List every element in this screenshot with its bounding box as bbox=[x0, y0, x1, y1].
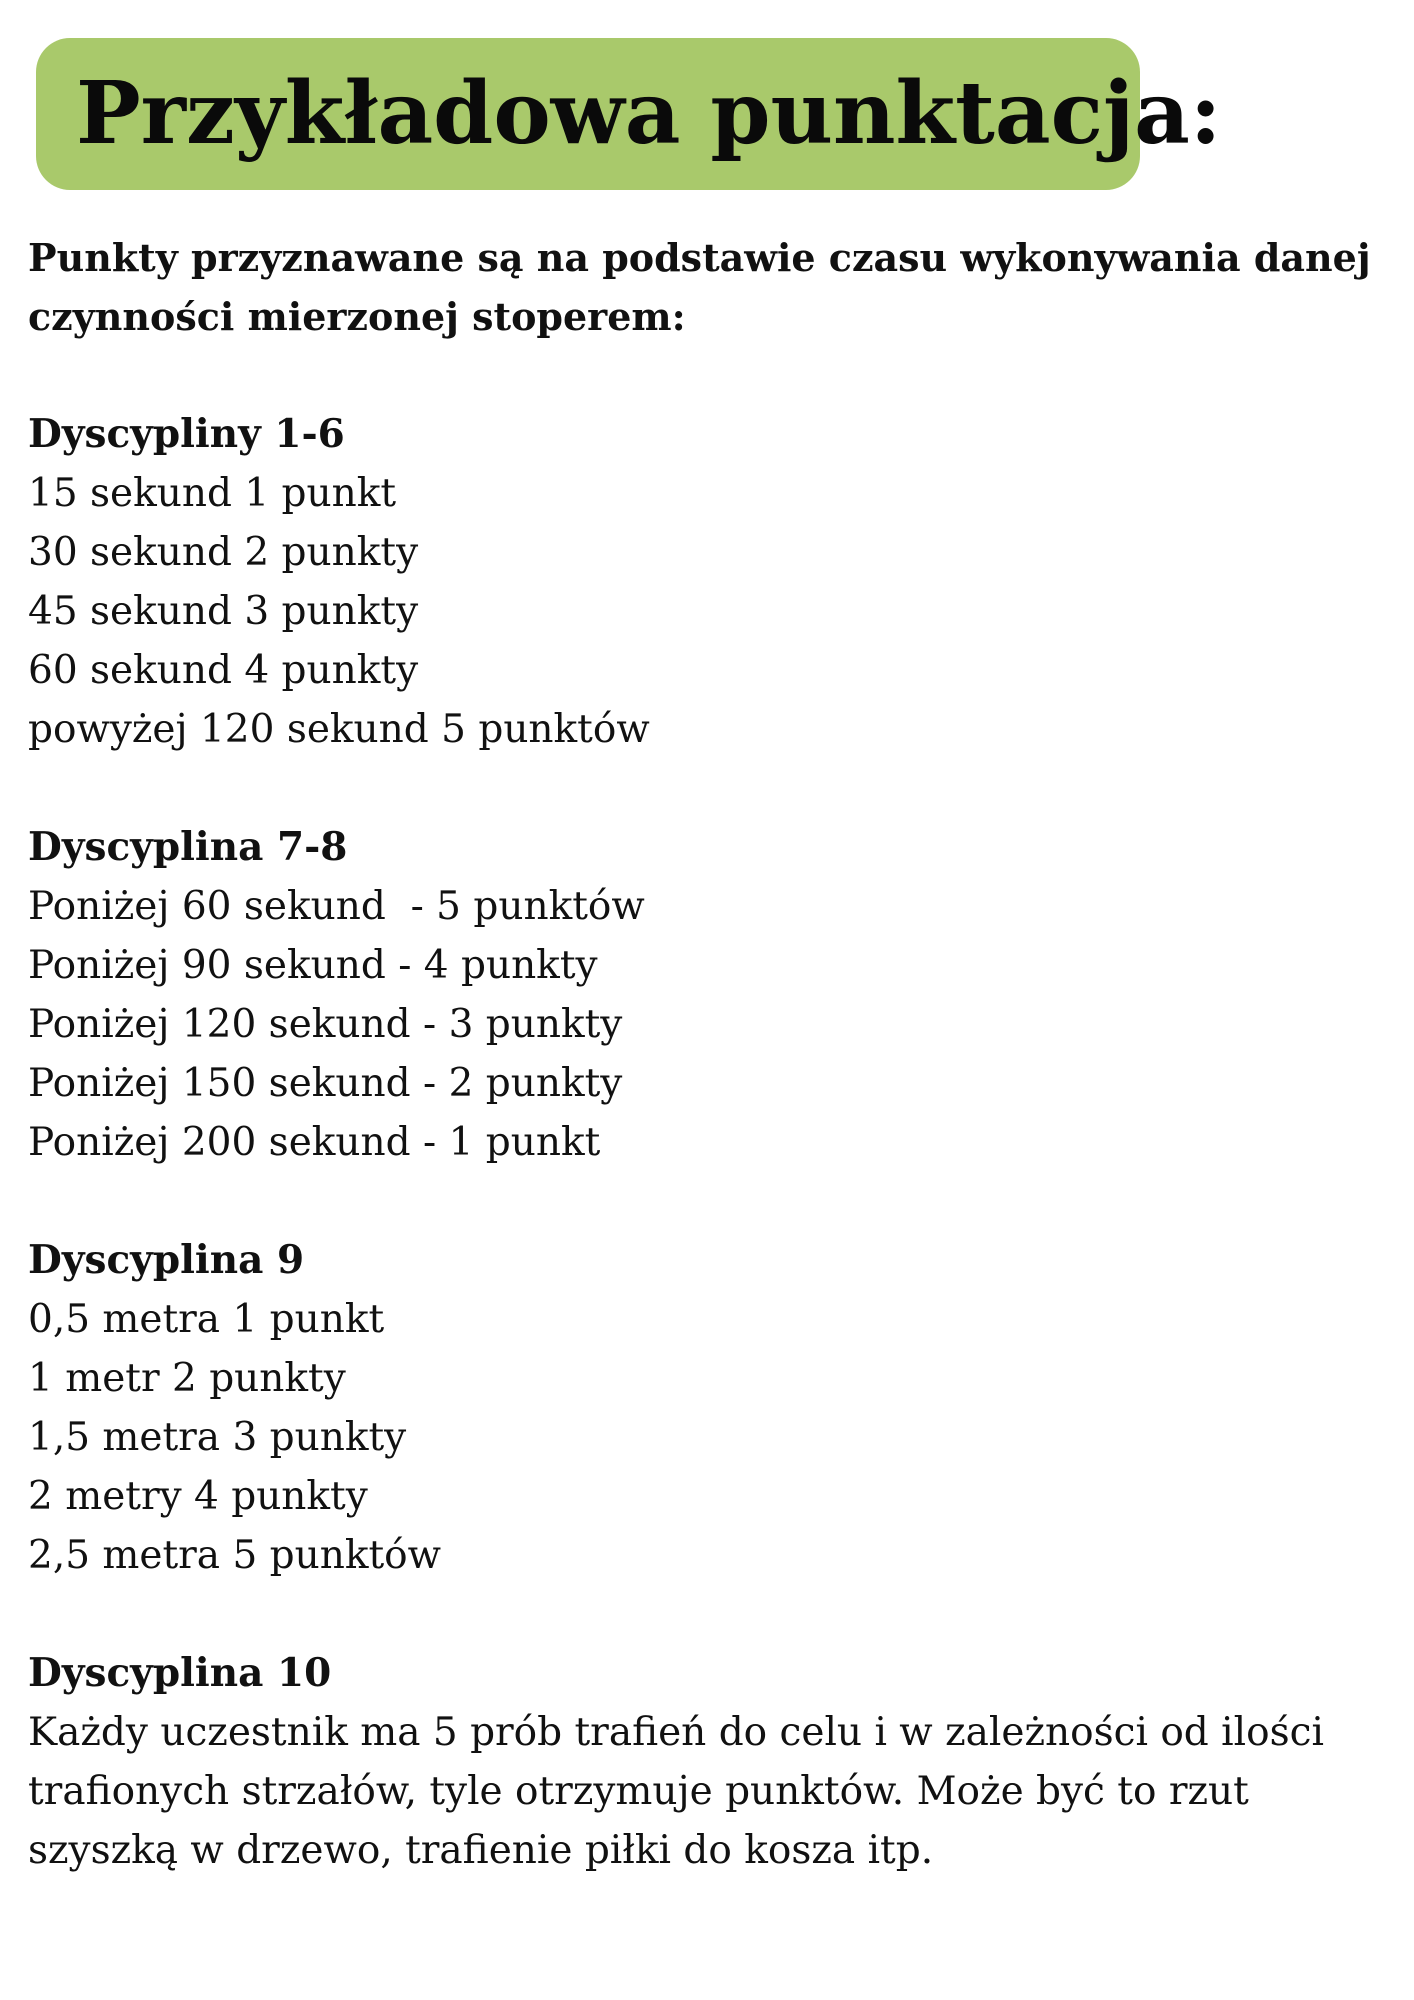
score-line: powyżej 120 sekund 5 punktów bbox=[28, 707, 650, 752]
score-line: 1,5 metra 3 punkty bbox=[28, 1415, 407, 1460]
section-heading: Dyscyplina 7-8 bbox=[28, 824, 348, 870]
title-banner bbox=[36, 38, 1222, 190]
section-heading: Dyscyplina 9 bbox=[28, 1237, 305, 1283]
discipline-10-description: Każdy uczestnik ma 5 prób trafień do celu i w zależności od ilości trafionych strzałów, tyle otrzymuje punktów. Może być to rzut szyszką w drzewo, trafienie piłki do kosza itp. bbox=[28, 1710, 1324, 1873]
intro-text: Punkty przyznawane są na podstawie czasu wykonywania danej czynności mierzonej stoperem: bbox=[28, 235, 1371, 339]
score-line: 45 sekund 3 punkty bbox=[28, 589, 419, 634]
score-line: 0,5 metra 1 punkt bbox=[28, 1297, 385, 1342]
score-line: 2,5 metra 5 punktów bbox=[28, 1533, 442, 1578]
section-heading: Dyscypliny 1-6 bbox=[28, 411, 345, 457]
score-line: 15 sekund 1 punkt bbox=[28, 471, 397, 516]
score-line: 60 sekund 4 punkty bbox=[28, 648, 419, 693]
score-line: 1 metr 2 punkty bbox=[28, 1356, 346, 1401]
score-line: 2 metry 4 punkty bbox=[28, 1474, 368, 1519]
scoring-content bbox=[28, 228, 1388, 1880]
score-line: Poniżej 150 sekund - 2 punkty bbox=[28, 1061, 623, 1106]
section-discipline-9 bbox=[28, 1231, 1388, 1585]
section-heading: Dyscyplina 10 bbox=[28, 1650, 332, 1696]
section-discipline-10 bbox=[28, 1644, 1388, 1880]
page-title: Przykładowa punktacja: bbox=[76, 63, 1222, 164]
score-line: Poniżej 200 sekund - 1 punkt bbox=[28, 1120, 601, 1165]
score-line: 30 sekund 2 punkty bbox=[28, 530, 419, 575]
section-disciplines-7-8 bbox=[28, 818, 1388, 1172]
score-line: Poniżej 90 sekund - 4 punkty bbox=[28, 943, 598, 988]
section-disciplines-1-6 bbox=[28, 405, 1388, 759]
score-line: Poniżej 120 sekund - 3 punkty bbox=[28, 1002, 623, 1047]
score-line: Poniżej 60 sekund - 5 punktów bbox=[28, 884, 645, 929]
